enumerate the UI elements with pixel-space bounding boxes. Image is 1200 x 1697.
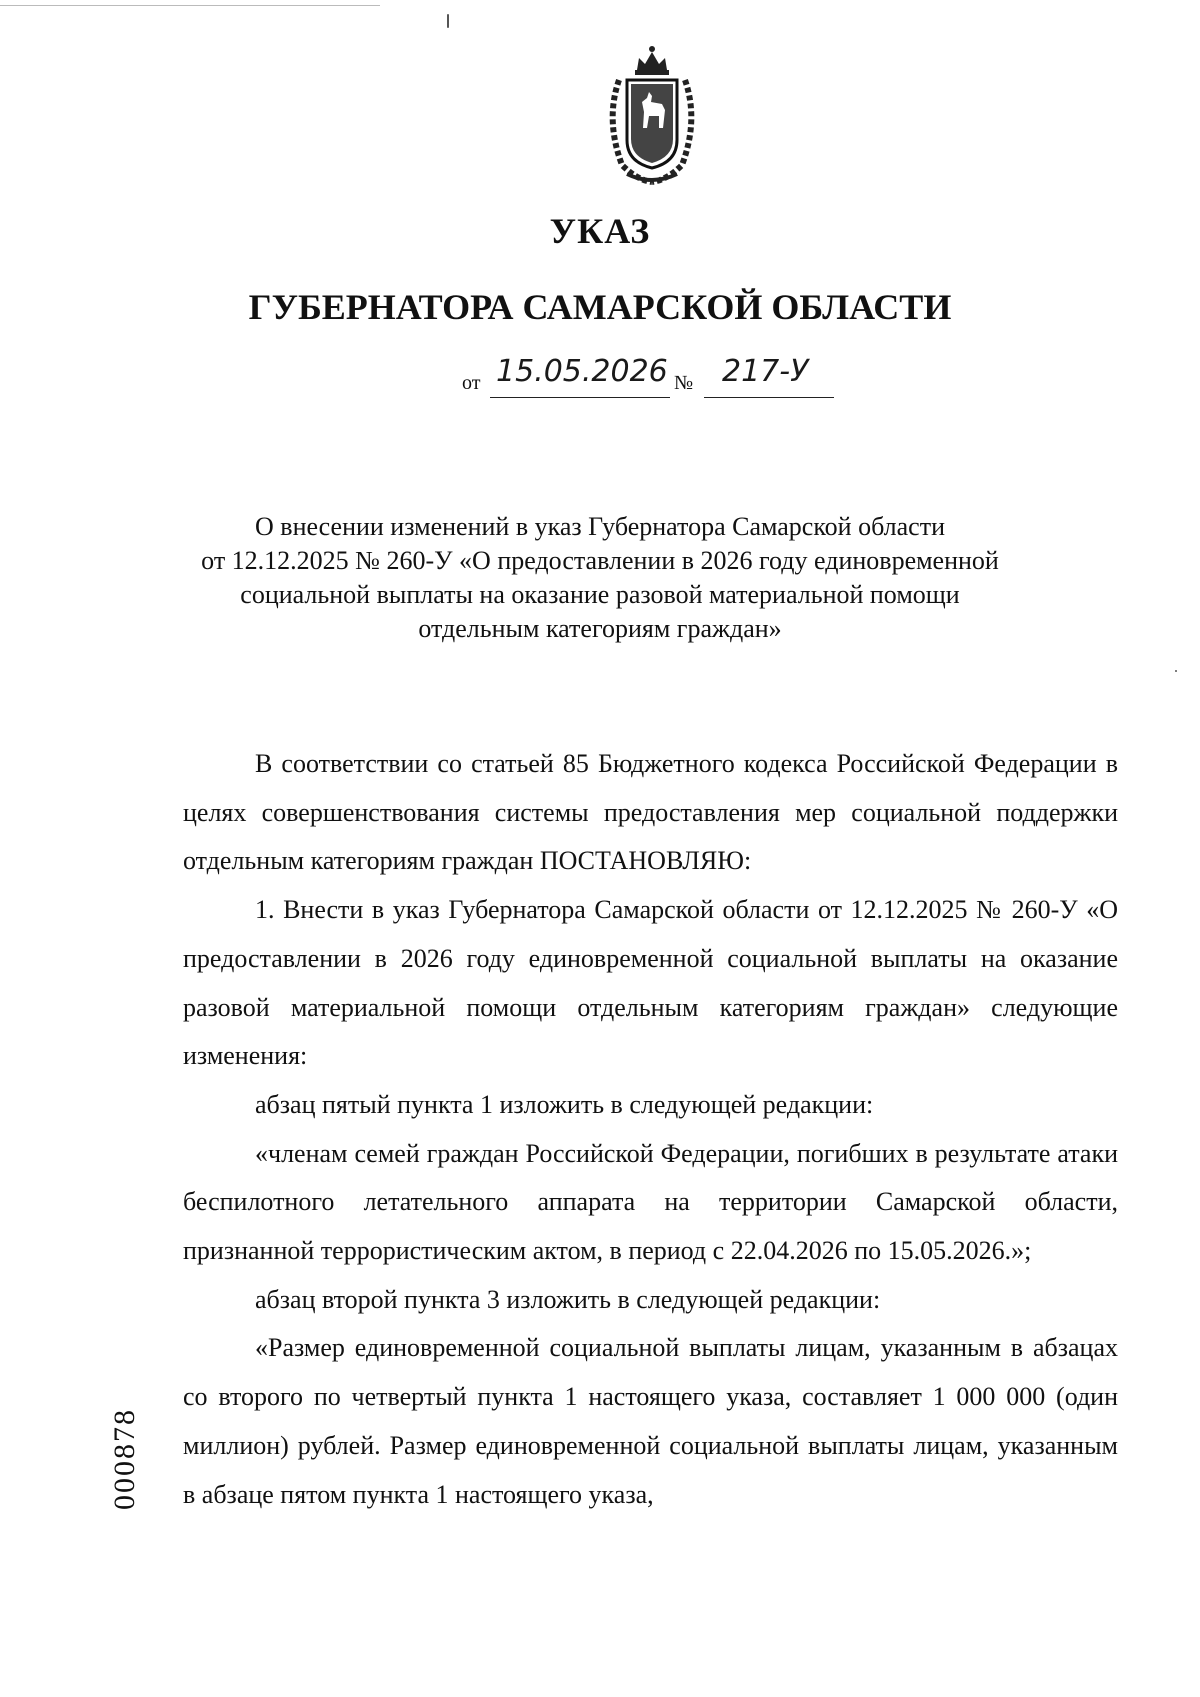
- scan-speck: [447, 14, 449, 28]
- number-prefix: №: [674, 372, 694, 394]
- scan-artifact-line: [0, 5, 380, 6]
- subject-line: социальной выплаты на оказание разовой материальной помощи: [240, 580, 960, 609]
- date-underline: [490, 397, 670, 398]
- subject-line: отдельным категориям граждан»: [418, 614, 782, 643]
- decree-title: УКАЗ: [549, 211, 651, 251]
- body-paragraph: «членам семей граждан Российской Федерации, погибших в результате атаки беспилотного летательного аппарата на территории Самарской области, признанной террористическим актом, в период с 22.04.2026 по 15.05.2026.»;: [183, 1138, 1118, 1266]
- decree-body: [183, 740, 1118, 1519]
- subject-line: О внесении изменений в указ Губернатора Самарской области: [255, 512, 945, 541]
- subject-line: от 12.12.2025 № 260-У «О предоставлении в 2026 году единовременной: [201, 546, 999, 575]
- samara-coat-of-arms-icon: [597, 40, 707, 190]
- decree-issuer: ГУБЕРНАТОРА САМАРСКОЙ ОБЛАСТИ: [248, 287, 952, 327]
- body-paragraph: В соответствии со статьей 85 Бюджетного кодекса Российской Федерации в целях совершенствования системы предоставления мер социальной поддержки отдельным категориям граждан ПОСТАНОВЛЯЮ:: [183, 749, 1118, 876]
- body-paragraph: абзац второй пункта 3 изложить в следующей редакции:: [255, 1284, 881, 1314]
- number-underline: [704, 397, 834, 398]
- registration-number: 000878: [108, 1408, 141, 1510]
- decree-subject: [150, 510, 1050, 646]
- scan-speck: [1175, 670, 1177, 672]
- date-prefix: от: [462, 372, 481, 394]
- decree-date: 15.05.2026: [496, 354, 668, 389]
- decree-number: 217-У: [722, 354, 809, 389]
- body-paragraph: абзац пятый пункта 1 изложить в следующей редакции:: [255, 1089, 874, 1119]
- body-paragraph: «Размер единовременной социальной выплаты лицам, указанным в абзацах со второго по четвертый пункта 1 настоящего указа, составляет 1 000 000 (один миллион) рублей. Размер единовременной социальной выплаты лицам, указанным в абзаце пятом пункта 1 настоящего указа,: [183, 1333, 1118, 1509]
- body-paragraph: 1. Внести в указ Губернатора Самарской области от 12.12.2025 № 260-У «О предоставлении в 2026 году единовременной социальной выплаты на оказание разовой материальной помощи отдельным категориям граждан» следующие изменения:: [183, 895, 1118, 1071]
